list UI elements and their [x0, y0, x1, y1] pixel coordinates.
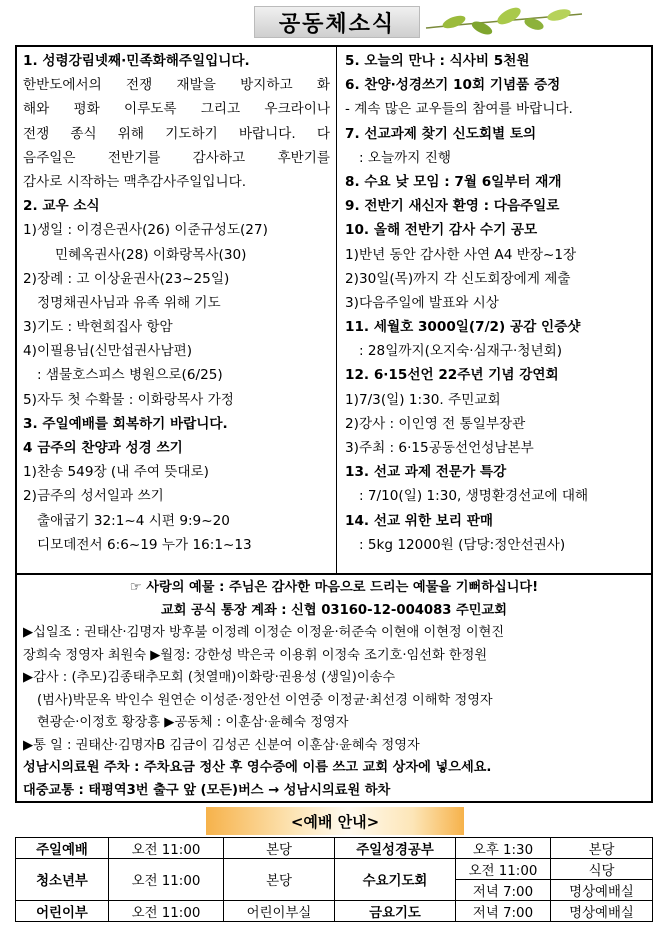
table-row — [16, 859, 653, 880]
header — [0, 0, 670, 44]
notice-line: 1)찬송 549장 (내 주여 뜻대로) — [23, 464, 209, 481]
notice-line: ▶감사 : (추모)김종태추모회 (첫열매)이화랑·권용성 (생일)이송수 — [23, 670, 396, 685]
offering-section — [15, 575, 653, 803]
notice-line: 현광순·이정호 황장흥 ▶공동체 : 이훈삼·윤혜숙 정영자 — [37, 715, 349, 730]
notice-line: 14. 선교 위한 보리 판매 — [345, 512, 494, 529]
table-cell: 주일성경공부 — [335, 838, 456, 859]
notice-line: 4 금주의 찬양과 성경 쓰기 — [23, 440, 183, 456]
table-row — [16, 901, 653, 922]
notice-line: 5)자두 첫 수확물 : 이화랑목사 가정 — [23, 391, 234, 408]
notice-line: - 계속 많은 교우들의 참여를 바랍니다. — [345, 101, 573, 118]
table-cell: 청소년부 — [16, 859, 109, 901]
notice-line: 정명채권사님과 유족 위해 기도 — [37, 294, 221, 311]
table-cell: 본당 — [551, 838, 653, 859]
page-title: 공동체소식 — [254, 6, 420, 38]
table-cell: 금요기도 — [335, 901, 456, 922]
notice-line: 2)강사 : 이인영 전 통일부장관 — [345, 415, 526, 432]
notice-line: 3)다음주일에 발표와 시상 — [345, 294, 499, 311]
notice-line: 2)30일(목)까지 각 신도회장에게 제출 — [345, 270, 571, 287]
notice-line: : 샘물호스피스 병원으로(6/25) — [37, 367, 223, 384]
notice-line: 성남시의료원 주차 : 주차요금 정산 후 영수증에 이름 쓰고 교회 상자에 넣으세요. — [23, 760, 492, 775]
notice-line: 11. 세월호 3000일(7/2) 공감 인증샷 — [345, 319, 581, 336]
table-cell: 식당 — [551, 859, 653, 880]
table-row — [16, 838, 653, 859]
table-cell: 저녁 7:00 — [456, 880, 551, 901]
table-cell: 어린이부 — [16, 901, 109, 922]
table-cell: 주일예배 — [16, 838, 109, 859]
notice-line: 3. 주일예배를 회복하기 바랍니다. — [23, 415, 228, 432]
notice-line: 민혜옥권사(28) 이화랑목사(30) — [55, 246, 247, 263]
notice-line: 12. 6·15선언 22주년 기념 강연회 — [345, 367, 559, 384]
table-cell: 오전 11:00 — [109, 838, 224, 859]
notice-line: (범사)박문옥 박인수 원연순 이성준·정안선 이연중 이정균·최선경 이해학 정영자 — [37, 692, 493, 708]
notice-line: 2. 교우 소식 — [23, 198, 100, 215]
table-cell: 오전 11:00 — [456, 859, 551, 880]
notice-line: 5. 오늘의 만나 : 식사비 5천원 — [345, 53, 530, 69]
notice-line: 출애굽기 32:1~4 시편 9:9~20 — [37, 512, 230, 529]
notice-line: 1)생일 : 이경은권사(26) 이준규성도(27) — [23, 222, 268, 239]
table-cell: 어린이부실 — [224, 901, 335, 922]
notice-line: 6. 찬양·성경쓰기 10회 기념품 증정 — [345, 77, 561, 94]
notice-line: 1. 성령강림넷째·민족화해주일입니다. — [23, 53, 250, 69]
notice-line: 교회 공식 통장 계좌 : 신협 03160-12-004083 주민교회 — [161, 602, 507, 618]
table-cell: 오전 11:00 — [109, 859, 224, 901]
notice-line: 감사로 시작하는 맥추감사주일입니다. — [23, 173, 247, 190]
notice-line: ▶통 일 : 권태산·김명자B 김금이 김성곤 신분여 이훈삼·윤혜숙 정영자 — [23, 737, 420, 753]
notice-line: : 5kg 12000원 (담당:정안선권사) — [359, 536, 566, 553]
table-cell: 명상예배실 — [551, 880, 653, 901]
notice-line: 3)주최 : 6·15공동선언성남본부 — [345, 440, 534, 456]
table-cell: 본당 — [224, 859, 335, 901]
table-cell: 본당 — [224, 838, 335, 859]
notice-line: 한반도에서의 전쟁 재발을 방지하고 화 — [23, 77, 330, 94]
notice-line: 10. 올해 전반기 감사 수기 공모 — [345, 222, 538, 239]
notice-line: 3)기도 : 박현희집사 항암 — [23, 319, 173, 336]
notice-line: : 7/10(일) 1:30, 생명환경선교에 대해 — [359, 488, 589, 505]
notice-line: 디모데전서 6:6~19 누가 16:1~13 — [37, 536, 252, 553]
notice-line: : 오늘까지 진행 — [359, 149, 452, 166]
notice-line: 4)이필용님(신만섭권사남편) — [23, 343, 193, 360]
notice-line: ▶십일조 : 권태산·김명자 방후불 이정례 이정순 이정윤·허준숙 이현애 이현정 이현진 — [23, 625, 505, 640]
notice-line: 음주일은 전반기를 감사하고 후반기를 — [23, 149, 330, 166]
table-cell: 저녁 7:00 — [456, 901, 551, 922]
table-cell: 오후 1:30 — [456, 838, 551, 859]
notice-line: 2)장례 : 고 이상윤권사(23~25일) — [23, 270, 230, 287]
right-column — [337, 47, 651, 573]
notice-line: 13. 선교 과제 전문가 특강 — [345, 464, 507, 481]
table-cell: 명상예배실 — [551, 901, 653, 922]
notice-line: 2)금주의 성서일과 쓰기 — [23, 488, 164, 505]
notice-line: 1)반년 동안 감사한 사연 A4 반장~1장 — [345, 246, 577, 263]
left-column — [17, 47, 337, 573]
notice-line: 7. 선교과제 찾기 신도회별 토의 — [345, 125, 537, 142]
worship-guide-title: <예배 안내> — [206, 807, 464, 835]
worship-schedule-table — [15, 837, 653, 922]
leaf-decoration-icon — [424, 6, 584, 38]
table-cell: 수요기도회 — [335, 859, 456, 901]
notice-line: 해와 평화 이루도록 그리고 우크라이나 — [23, 101, 330, 118]
notice-line: ☞ 사랑의 예물 : 주님은 감사한 마음으로 드리는 예물을 기뻐하십니다! — [129, 580, 539, 595]
notice-line: 장희숙 정영자 최원숙 ▶월정: 강한성 박은국 이용휘 이정숙 조기호·임선화 한정원 — [23, 647, 488, 663]
notice-line: 1)7/3(일) 1:30. 주민교회 — [345, 391, 501, 408]
notice-line: 대중교통 : 태평역3번 출구 앞 (모든)버스 → 성남시의료원 하차 — [23, 782, 391, 798]
notice-line: 전쟁 종식 위해 기도하기 바랍니다. 다 — [23, 125, 330, 142]
worship-guide-header — [0, 803, 670, 837]
notice-line: : 28일까지(오지숙·심재구·청년회) — [359, 343, 563, 360]
table-cell: 오전 11:00 — [109, 901, 224, 922]
notice-line: 9. 전반기 새신자 환영 : 다음주일로 — [345, 198, 560, 215]
notice-line: 8. 수요 낮 모임 : 7월 6일부터 재개 — [345, 173, 562, 190]
notice-board — [15, 45, 653, 575]
